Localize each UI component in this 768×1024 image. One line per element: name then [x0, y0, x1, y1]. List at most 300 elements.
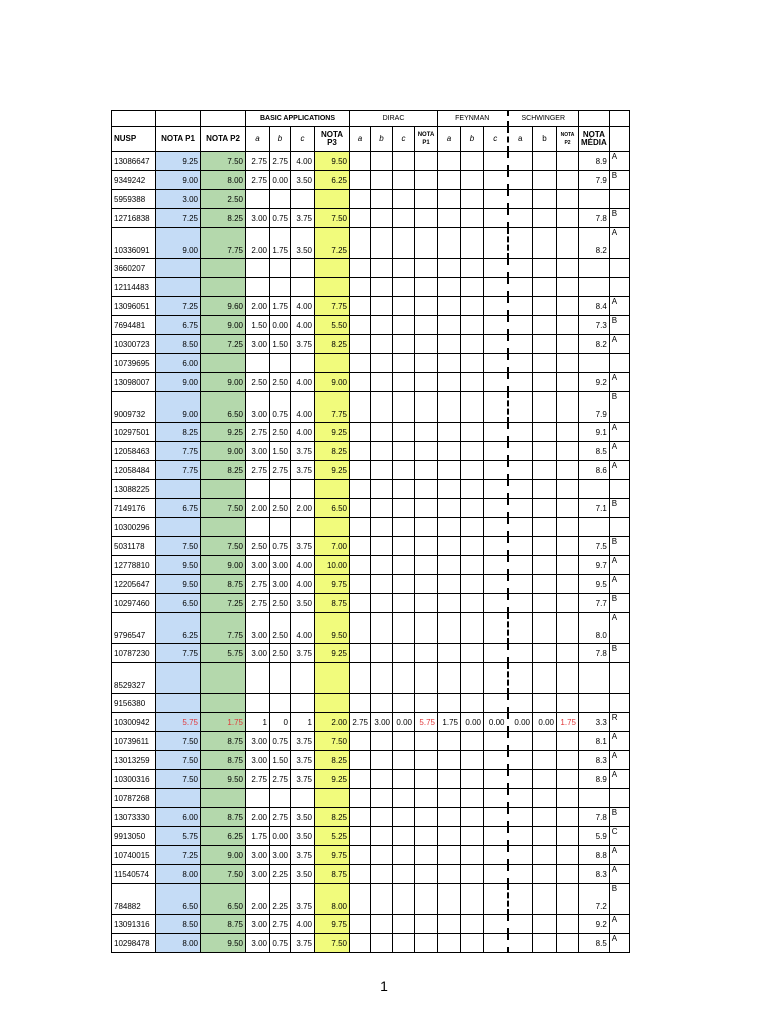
cell-dirac-b: [371, 297, 393, 316]
cell-schwinger-nota-p2: [557, 732, 579, 751]
cell-nota-p2: 9.00: [201, 373, 246, 392]
table-row: [112, 209, 630, 228]
cell-dirac-c: [393, 209, 415, 228]
cell-grade: A: [609, 297, 629, 316]
table-row: [112, 518, 630, 537]
table-row: [112, 556, 630, 575]
cell-feynman-c: [484, 594, 508, 613]
cell-nusp: 9913050: [112, 827, 156, 846]
table-row: [112, 713, 630, 732]
table-row: [112, 373, 630, 392]
cell-basic-b: 2.75: [270, 808, 291, 827]
cell-dirac-a: [350, 613, 371, 644]
cell-basic-c: 3.75: [291, 644, 315, 663]
cell-basic-a: 2.75: [246, 423, 270, 442]
cell-nota-p2: [201, 789, 246, 808]
cell-basic-b: 2.75: [270, 915, 291, 934]
cell-schwinger-nota-p2: [557, 442, 579, 461]
cell-feynman-b: [461, 442, 484, 461]
cell-schwinger-a: [508, 694, 533, 713]
cell-basic-a: [246, 518, 270, 537]
cell-dirac-nota-p1: [415, 915, 438, 934]
cell-nota-p3: 8.75: [315, 865, 350, 884]
cell-nota-media: [579, 694, 610, 713]
cell-schwinger-nota-p2: [557, 278, 579, 297]
group-basic-applications: BASIC APPLICATIONS: [246, 111, 350, 127]
cell-schwinger-a: [508, 751, 533, 770]
cell-schwinger-b: [533, 594, 557, 613]
cell-nota-p1: 9.00: [156, 171, 201, 190]
cell-feynman-a: [438, 915, 461, 934]
cell-feynman-c: [484, 575, 508, 594]
cell-nota-p2: 2.50: [201, 190, 246, 209]
cell-dirac-a: [350, 499, 371, 518]
cell-schwinger-b: [533, 934, 557, 953]
cell-feynman-b: [461, 373, 484, 392]
cell-feynman-a: [438, 789, 461, 808]
cell-feynman-b: [461, 461, 484, 480]
cell-dirac-c: [393, 335, 415, 354]
cell-nota-p3: 9.50: [315, 613, 350, 644]
cell-feynman-c: [484, 663, 508, 694]
cell-grade: B: [609, 316, 629, 335]
cell-feynman-c: [484, 732, 508, 751]
cell-feynman-c: [484, 278, 508, 297]
cell-nota-p3: 8.75: [315, 594, 350, 613]
cell-nota-media: 8.6: [579, 461, 610, 480]
cell-dirac-c: [393, 480, 415, 499]
cell-dirac-c: [393, 423, 415, 442]
cell-nota-p1: 7.25: [156, 209, 201, 228]
cell-basic-b: 1.50: [270, 335, 291, 354]
cell-nota-media: [579, 190, 610, 209]
cell-schwinger-nota-p2: [557, 694, 579, 713]
cell-nota-p1: [156, 663, 201, 694]
cell-dirac-nota-p1: [415, 335, 438, 354]
cell-grade: A: [609, 915, 629, 934]
cell-nusp: 13088225: [112, 480, 156, 499]
cell-feynman-b: [461, 423, 484, 442]
cell-schwinger-b: 0.00: [533, 713, 557, 732]
cell-nota-media: 8.1: [579, 732, 610, 751]
cell-grade: B: [609, 209, 629, 228]
cell-dirac-nota-p1: [415, 480, 438, 499]
cell-feynman-c: [484, 934, 508, 953]
cell-feynman-a: [438, 316, 461, 335]
cell-dirac-a: [350, 278, 371, 297]
cell-schwinger-b: [533, 209, 557, 228]
cell-basic-b: 0: [270, 713, 291, 732]
cell-feynman-a: [438, 751, 461, 770]
cell-schwinger-nota-p2: [557, 537, 579, 556]
cell-nota-media: 9.2: [579, 915, 610, 934]
cell-basic-a: 2.75: [246, 171, 270, 190]
table-row: [112, 613, 630, 644]
cell-basic-a: 2.50: [246, 537, 270, 556]
table-row: [112, 884, 630, 915]
cell-basic-c: [291, 278, 315, 297]
cell-feynman-b: [461, 556, 484, 575]
cell-basic-c: 4.00: [291, 575, 315, 594]
cell-nota-p1: 8.50: [156, 335, 201, 354]
cell-nota-p1: 6.00: [156, 808, 201, 827]
cell-nota-p3: [315, 480, 350, 499]
cell-feynman-b: [461, 316, 484, 335]
cell-nota-p1: 9.50: [156, 556, 201, 575]
cell-feynman-c: [484, 373, 508, 392]
cell-basic-a: 2.00: [246, 499, 270, 518]
cell-schwinger-nota-p2: [557, 354, 579, 373]
cell-feynman-c: [484, 644, 508, 663]
cell-nota-p2: 8.75: [201, 915, 246, 934]
cell-schwinger-nota-p2: [557, 594, 579, 613]
cell-basic-a: 1: [246, 713, 270, 732]
cell-nota-p1: 6.50: [156, 594, 201, 613]
cell-dirac-c: [393, 644, 415, 663]
cell-basic-a: [246, 694, 270, 713]
cell-dirac-a: [350, 934, 371, 953]
table-row: [112, 423, 630, 442]
cell-dirac-c: [393, 884, 415, 915]
cell-basic-a: 2.75: [246, 770, 270, 789]
cell-nota-media: 8.8: [579, 846, 610, 865]
cell-feynman-a: [438, 335, 461, 354]
cell-dirac-nota-p1: [415, 209, 438, 228]
cell-dirac-c: [393, 751, 415, 770]
cell-dirac-b: [371, 171, 393, 190]
col-feynman-c: c: [484, 127, 508, 152]
cell-feynman-a: 1.75: [438, 713, 461, 732]
cell-schwinger-a: [508, 442, 533, 461]
cell-nota-p2: 9.00: [201, 442, 246, 461]
cell-basic-b: 2.25: [270, 865, 291, 884]
cell-feynman-a: [438, 575, 461, 594]
cell-dirac-b: [371, 209, 393, 228]
cell-feynman-a: [438, 594, 461, 613]
cell-basic-b: 2.50: [270, 499, 291, 518]
cell-nota-p2: 8.75: [201, 751, 246, 770]
cell-basic-b: 1.75: [270, 228, 291, 259]
cell-schwinger-a: [508, 732, 533, 751]
table-row: [112, 594, 630, 613]
cell-feynman-a: [438, 694, 461, 713]
cell-nota-p2: 7.50: [201, 537, 246, 556]
cell-dirac-nota-p1: [415, 171, 438, 190]
cell-feynman-b: 0.00: [461, 713, 484, 732]
col-feynman-b: b: [461, 127, 484, 152]
cell-nusp: 12716838: [112, 209, 156, 228]
cell-basic-b: 0.75: [270, 209, 291, 228]
cell-dirac-b: [371, 499, 393, 518]
cell-nota-p1: [156, 278, 201, 297]
cell-schwinger-nota-p2: [557, 518, 579, 537]
cell-schwinger-b: [533, 152, 557, 171]
cell-dirac-nota-p1: [415, 934, 438, 953]
cell-nota-p2: [201, 480, 246, 499]
group-dirac: DIRAC: [350, 111, 438, 127]
cell-schwinger-nota-p2: [557, 461, 579, 480]
cell-basic-b: 0.75: [270, 392, 291, 423]
cell-basic-b: [270, 694, 291, 713]
cell-nota-p3: 7.50: [315, 209, 350, 228]
cell-nusp: 10297460: [112, 594, 156, 613]
cell-basic-b: [270, 480, 291, 499]
cell-basic-c: 1: [291, 713, 315, 732]
cell-dirac-nota-p1: [415, 499, 438, 518]
cell-feynman-c: [484, 171, 508, 190]
cell-feynman-a: [438, 373, 461, 392]
col-feynman-a: a: [438, 127, 461, 152]
cell-dirac-c: [393, 694, 415, 713]
cell-basic-c: 3.50: [291, 865, 315, 884]
cell-dirac-c: [393, 190, 415, 209]
cell-dirac-b: [371, 316, 393, 335]
cell-feynman-c: [484, 770, 508, 789]
cell-nota-p3: 2.00: [315, 713, 350, 732]
cell-basic-c: 3.75: [291, 442, 315, 461]
cell-schwinger-a: [508, 934, 533, 953]
cell-basic-b: 2.50: [270, 594, 291, 613]
cell-nota-media: 7.8: [579, 644, 610, 663]
cell-dirac-b: [371, 694, 393, 713]
cell-feynman-a: [438, 537, 461, 556]
cell-nota-p2: 8.00: [201, 171, 246, 190]
grades-table-body: [112, 152, 630, 953]
cell-dirac-a: [350, 259, 371, 278]
cell-nota-p1: 7.75: [156, 644, 201, 663]
cell-basic-a: 2.00: [246, 297, 270, 316]
cell-schwinger-a: [508, 537, 533, 556]
cell-dirac-c: [393, 228, 415, 259]
cell-nota-media: [579, 278, 610, 297]
cell-dirac-nota-p1: [415, 461, 438, 480]
cell-basic-b: [270, 278, 291, 297]
cell-schwinger-nota-p2: [557, 423, 579, 442]
cell-basic-b: 1.50: [270, 442, 291, 461]
cell-nota-p2: 7.75: [201, 613, 246, 644]
cell-nota-p3: [315, 278, 350, 297]
cell-grade: B: [609, 171, 629, 190]
cell-nota-p2: 8.75: [201, 808, 246, 827]
cell-nusp: 10300316: [112, 770, 156, 789]
cell-nota-media: 3.3: [579, 713, 610, 732]
cell-basic-b: 2.75: [270, 770, 291, 789]
cell-nusp: 9009732: [112, 392, 156, 423]
cell-nota-media: [579, 480, 610, 499]
cell-nota-p1: 9.00: [156, 228, 201, 259]
col-basic-b: b: [270, 127, 291, 152]
cell-dirac-nota-p1: [415, 644, 438, 663]
cell-schwinger-nota-p2: [557, 228, 579, 259]
table-row: [112, 316, 630, 335]
cell-basic-b: 0.00: [270, 171, 291, 190]
table-row: [112, 335, 630, 354]
cell-dirac-a: [350, 789, 371, 808]
cell-schwinger-a: [508, 480, 533, 499]
cell-nota-p3: 9.25: [315, 423, 350, 442]
cell-basic-b: 2.50: [270, 644, 291, 663]
cell-basic-a: 2.00: [246, 228, 270, 259]
cell-dirac-a: [350, 556, 371, 575]
cell-grade: B: [609, 808, 629, 827]
cell-dirac-nota-p1: [415, 827, 438, 846]
cell-nota-p1: 5.75: [156, 713, 201, 732]
cell-dirac-nota-p1: [415, 190, 438, 209]
table-row: [112, 865, 630, 884]
cell-dirac-b: [371, 789, 393, 808]
cell-nota-media: 7.8: [579, 209, 610, 228]
cell-schwinger-b: [533, 392, 557, 423]
cell-feynman-c: [484, 442, 508, 461]
cell-schwinger-nota-p2: [557, 556, 579, 575]
cell-schwinger-a: [508, 499, 533, 518]
cell-feynman-b: [461, 171, 484, 190]
cell-basic-c: 3.50: [291, 228, 315, 259]
cell-nota-media: 8.9: [579, 770, 610, 789]
cell-nota-p2: 9.50: [201, 770, 246, 789]
cell-feynman-a: [438, 884, 461, 915]
cell-dirac-b: [371, 732, 393, 751]
cell-schwinger-nota-p2: [557, 915, 579, 934]
cell-dirac-b: [371, 575, 393, 594]
cell-grade: A: [609, 556, 629, 575]
cell-nota-media: 9.5: [579, 575, 610, 594]
cell-schwinger-nota-p2: [557, 770, 579, 789]
cell-grade: A: [609, 613, 629, 644]
cell-feynman-a: [438, 190, 461, 209]
cell-nota-media: [579, 354, 610, 373]
cell-basic-b: 3.00: [270, 575, 291, 594]
cell-schwinger-b: [533, 789, 557, 808]
cell-nusp: 10739695: [112, 354, 156, 373]
cell-nota-p2: 5.75: [201, 644, 246, 663]
cell-feynman-a: [438, 499, 461, 518]
cell-feynman-c: [484, 865, 508, 884]
col-basic-a: a: [246, 127, 270, 152]
col-schwinger-b: b: [533, 127, 557, 152]
cell-nusp: 10300296: [112, 518, 156, 537]
cell-schwinger-a: [508, 152, 533, 171]
cell-schwinger-b: [533, 228, 557, 259]
cell-dirac-c: [393, 392, 415, 423]
cell-schwinger-b: [533, 613, 557, 644]
cell-basic-a: 2.00: [246, 884, 270, 915]
table-row: [112, 934, 630, 953]
cell-feynman-b: [461, 499, 484, 518]
col-nota-p1: NOTA P1: [156, 127, 201, 152]
cell-nota-p2: [201, 259, 246, 278]
cell-nusp: 10787230: [112, 644, 156, 663]
cell-schwinger-nota-p2: [557, 846, 579, 865]
cell-schwinger-b: [533, 259, 557, 278]
cell-basic-c: 3.50: [291, 171, 315, 190]
cell-dirac-b: 3.00: [371, 713, 393, 732]
cell-nota-p1: [156, 480, 201, 499]
cell-schwinger-a: [508, 663, 533, 694]
cell-basic-c: 4.00: [291, 152, 315, 171]
cell-nota-media: 7.1: [579, 499, 610, 518]
cell-basic-a: 2.75: [246, 152, 270, 171]
col-dirac-b: b: [371, 127, 393, 152]
cell-basic-b: [270, 518, 291, 537]
cell-dirac-c: [393, 354, 415, 373]
cell-feynman-c: [484, 751, 508, 770]
cell-basic-a: 3.00: [246, 732, 270, 751]
cell-schwinger-b: [533, 732, 557, 751]
cell-nota-p3: 8.25: [315, 442, 350, 461]
cell-dirac-nota-p1: [415, 613, 438, 644]
cell-schwinger-a: [508, 297, 533, 316]
cell-basic-a: 3.00: [246, 392, 270, 423]
cell-grade: A: [609, 575, 629, 594]
cell-basic-a: 3.00: [246, 865, 270, 884]
cell-dirac-nota-p1: 5.75: [415, 713, 438, 732]
cell-nota-p3: 7.00: [315, 537, 350, 556]
cell-dirac-c: [393, 808, 415, 827]
cell-nota-p1: 6.75: [156, 316, 201, 335]
cell-nota-p3: 6.25: [315, 171, 350, 190]
cell-schwinger-nota-p2: [557, 171, 579, 190]
cell-dirac-c: [393, 613, 415, 644]
cell-dirac-b: [371, 537, 393, 556]
cell-basic-b: 2.50: [270, 423, 291, 442]
cell-dirac-nota-p1: [415, 392, 438, 423]
cell-schwinger-b: [533, 335, 557, 354]
cell-basic-a: [246, 789, 270, 808]
cell-feynman-b: [461, 575, 484, 594]
cell-basic-a: [246, 259, 270, 278]
table-row: [112, 915, 630, 934]
col-nota-p3: NOTA P3: [315, 127, 350, 152]
cell-basic-b: 0.00: [270, 827, 291, 846]
cell-schwinger-b: [533, 316, 557, 335]
cell-basic-c: 4.00: [291, 373, 315, 392]
table-row: [112, 480, 630, 499]
cell-feynman-a: [438, 152, 461, 171]
cell-dirac-b: [371, 915, 393, 934]
cell-basic-c: 4.00: [291, 316, 315, 335]
cell-schwinger-nota-p2: [557, 644, 579, 663]
cell-basic-a: 3.00: [246, 915, 270, 934]
cell-nusp: 3660207: [112, 259, 156, 278]
cell-schwinger-a: [508, 594, 533, 613]
cell-dirac-nota-p1: [415, 732, 438, 751]
cell-nota-p3: 9.25: [315, 461, 350, 480]
cell-feynman-a: [438, 228, 461, 259]
cell-schwinger-a: [508, 335, 533, 354]
cell-nota-p1: 3.00: [156, 190, 201, 209]
cell-dirac-a: [350, 644, 371, 663]
cell-nota-p1: 6.25: [156, 613, 201, 644]
cell-feynman-c: [484, 228, 508, 259]
cell-feynman-a: [438, 644, 461, 663]
cell-feynman-b: [461, 694, 484, 713]
cell-dirac-a: [350, 808, 371, 827]
cell-feynman-b: [461, 827, 484, 846]
cell-feynman-b: [461, 335, 484, 354]
cell-feynman-c: [484, 480, 508, 499]
cell-schwinger-nota-p2: [557, 663, 579, 694]
table-row: [112, 789, 630, 808]
cell-basic-b: 0.00: [270, 316, 291, 335]
cell-basic-c: [291, 663, 315, 694]
cell-basic-a: 3.00: [246, 556, 270, 575]
cell-grade: A: [609, 152, 629, 171]
cell-basic-c: 3.75: [291, 209, 315, 228]
cell-dirac-a: [350, 354, 371, 373]
cell-schwinger-a: 0.00: [508, 713, 533, 732]
cell-basic-c: 3.75: [291, 751, 315, 770]
